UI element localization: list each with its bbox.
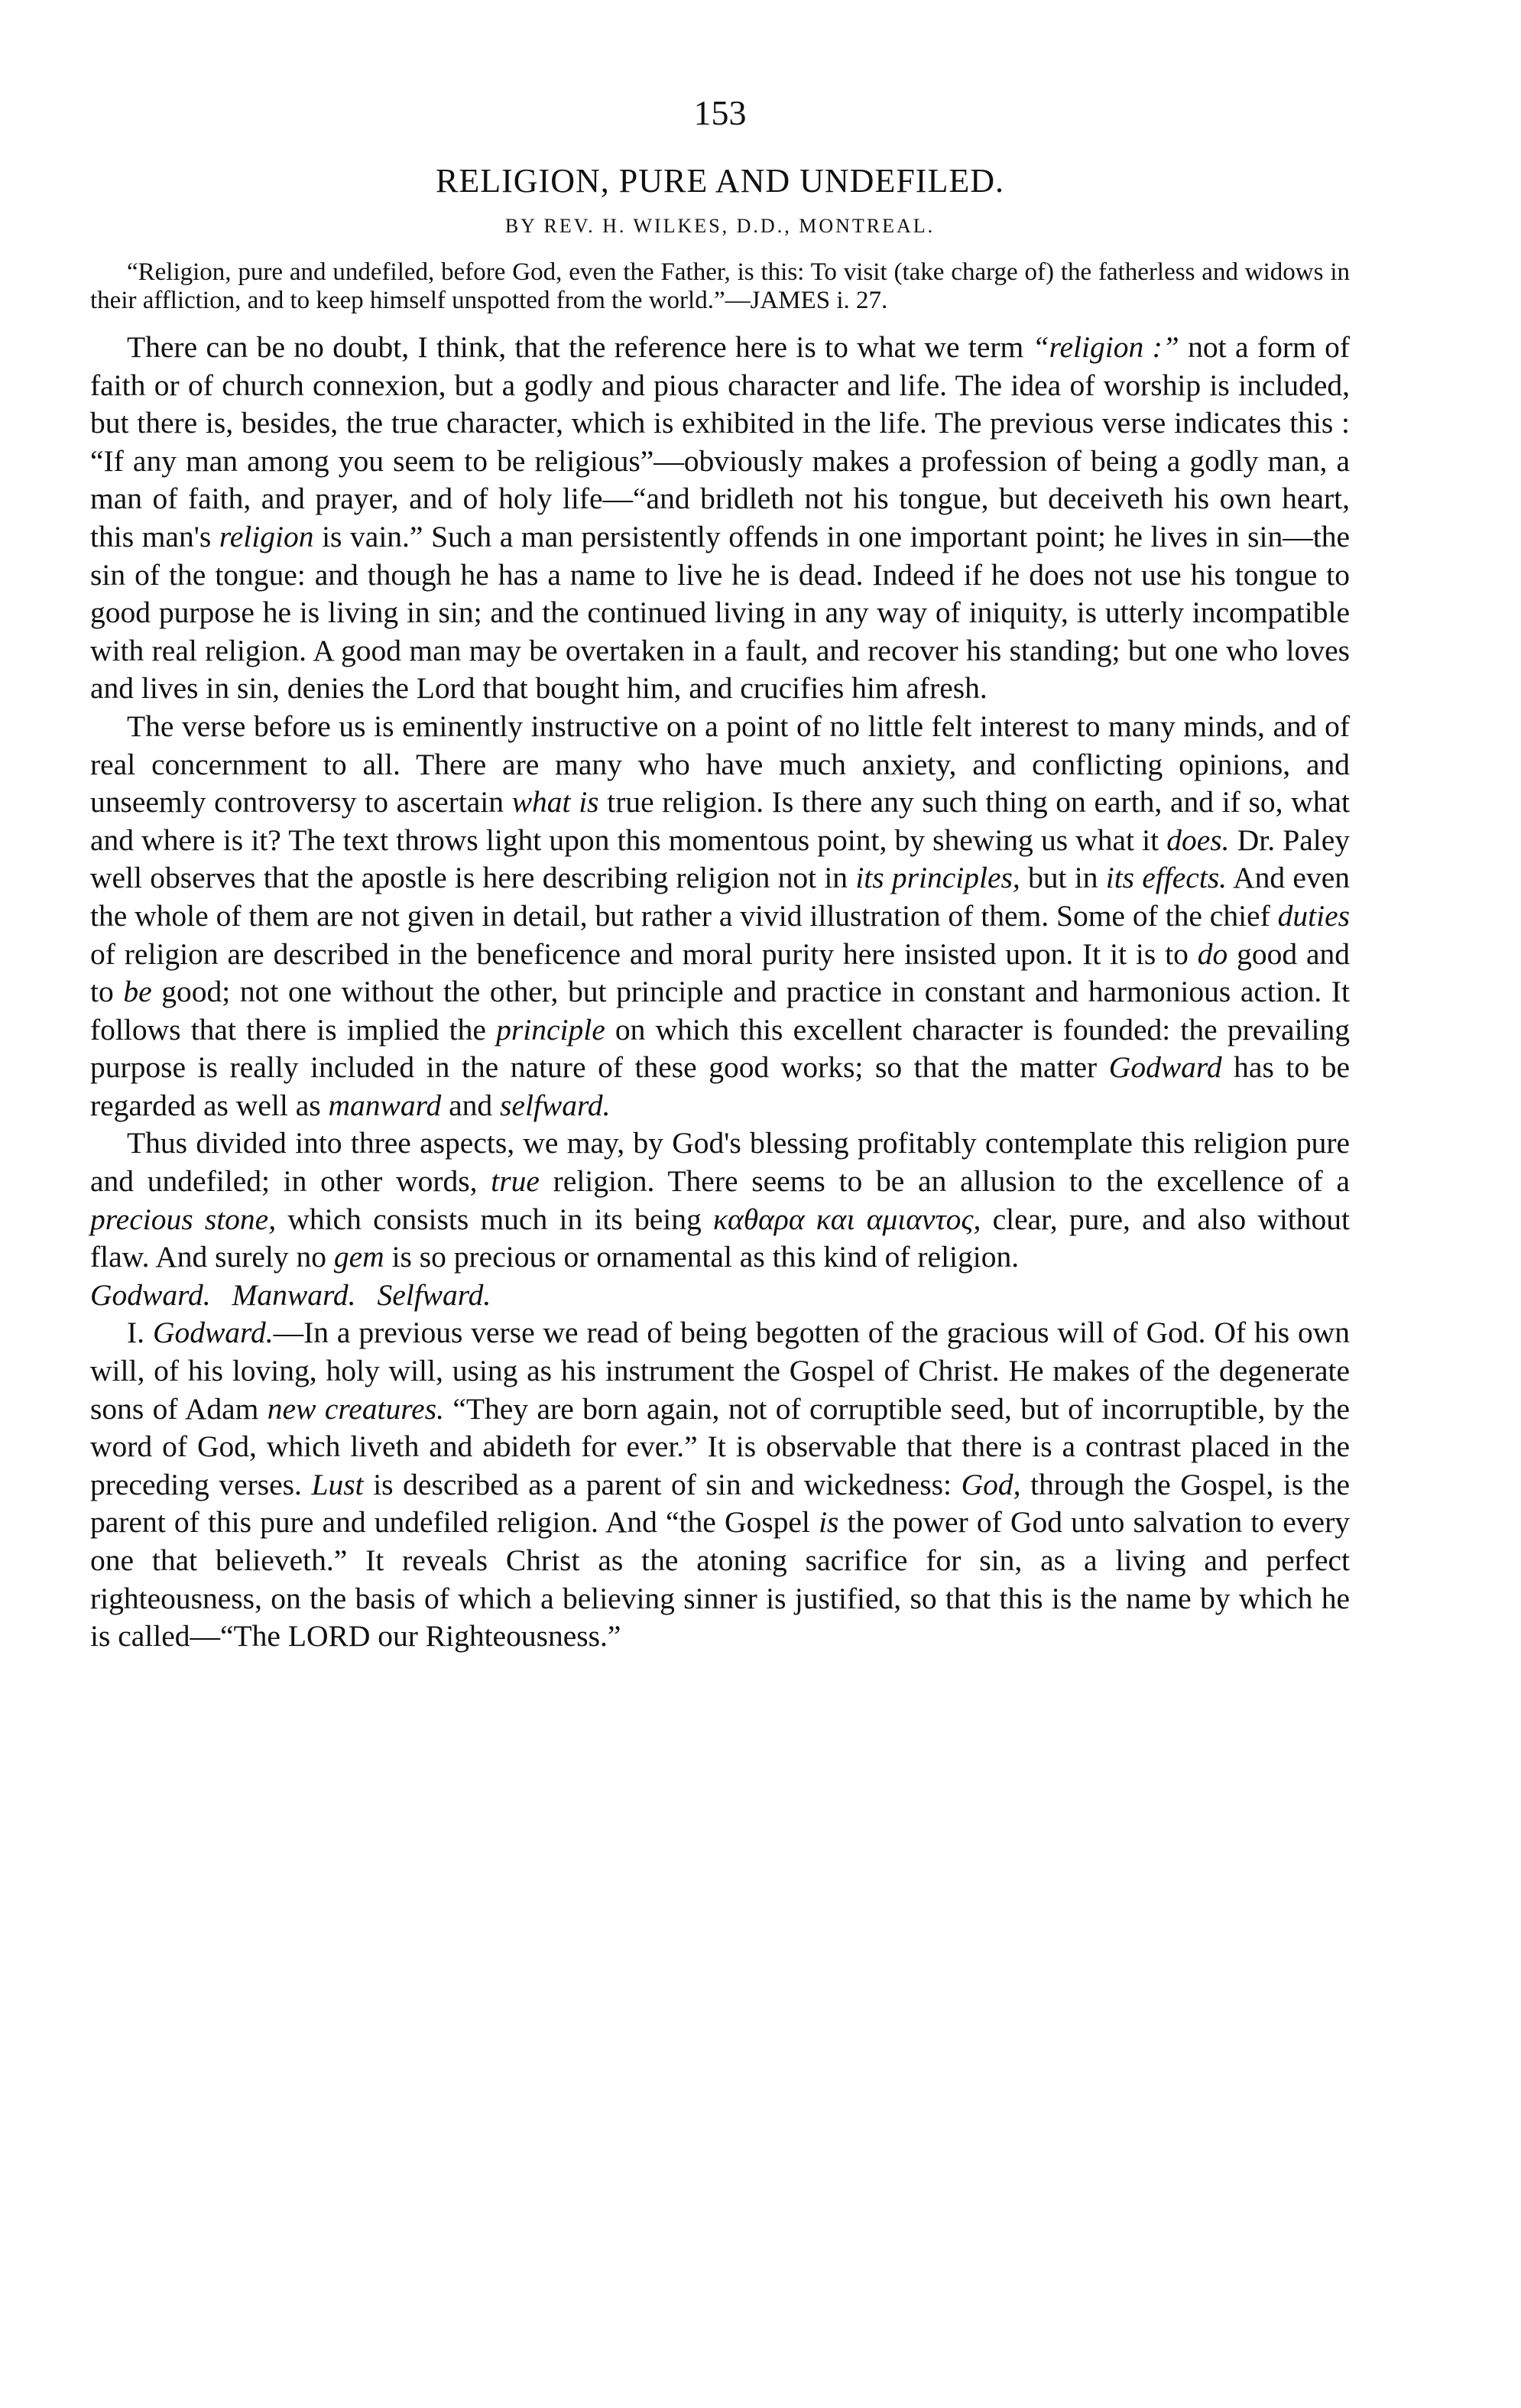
text-run: and [441, 1088, 501, 1122]
text-run: through the Gospel, is the parent of this pure and undefiled religion. And “the Gospel [90, 1467, 1350, 1540]
three-aspects-line [90, 1277, 1350, 1315]
text-run: The verse before us is eminently instructive on a point of no little felt interest to many minds, and of real concernment to all. There are many who have much anxiety, and conflicting opinions, and unseemly controversy to ascertain [90, 709, 1350, 819]
text-run: but in [1020, 861, 1106, 895]
italic-run: principle [496, 1012, 605, 1047]
page-number: 153 [693, 93, 747, 132]
paragraph-4 [90, 1314, 1350, 1655]
italic-run: Godward [1108, 1050, 1222, 1085]
text-run: —In a previous verse we read of being begotten of the gracious will of God. Of his own will, of his loving, holy will, using as his instrument the Gospel of Christ. He makes of the degenerate sons of Adam [90, 1316, 1350, 1426]
text-run: is vain.” Such a man persistently offends in one important point; he lives in sin—the sin of the tongue: and though he has a name to live he is dead. Indeed if he does not use his tongue to good purpose he is living in sin; and the continued living in any way of iniquity, is utterly incompatible with real religion. A good man may be overtaken in a fault, and recover his standing; but one who loves and lives in sin, denies the Lord that bought him, and crucifies him afresh. [90, 519, 1350, 706]
article-title: RELIGION, PURE AND UNDEFILED. [436, 162, 1004, 200]
aspect-selfward: Selfward. [377, 1277, 491, 1312]
section-heading-godward: Godward. [152, 1316, 274, 1350]
aspect-manward: Manward. [232, 1277, 356, 1312]
text-run: “They are born again, not of corruptible seed, but of incorruptible, by the word of God, which liveth and abideth for ever.” It is observable that there is a contrast placed in the preceding verses. [90, 1391, 1350, 1501]
document-page [90, 92, 1350, 1656]
italic-run: what is [511, 785, 599, 819]
italic-run: selfward. [500, 1088, 611, 1122]
italic-run: new creatures. [267, 1391, 444, 1426]
italic-run: God, [961, 1467, 1021, 1501]
greek-phrase: καθαρα και αμιαντος, [713, 1202, 981, 1236]
epigraph-quote: “Religion, pure and undefiled, before God, even the Father, is this: To visit (take charge of) the fatherless and widows in their affliction, and to keep himself unspotted from the world.”—JAMES i. 27. [90, 258, 1350, 314]
text-run: not a form of faith or of church connexion, but a godly and pious character and life. The idea of worship is included, but there is, besides, the true character, which is exhibited in the life. The previous verse indicates this : “If any man among you seem to be religious”—obviously makes a profession of being a godly man, a man of faith, and prayer, and of holy life—“and bridleth not his tongue, but deceiveth his own heart, this man's [90, 330, 1350, 553]
italic-run: duties [1277, 898, 1350, 933]
paragraph-2 [90, 708, 1350, 1125]
italic-run: true [491, 1164, 540, 1199]
author-byline: BY REV. H. WILKES, D.D., MONTREAL. [504, 215, 936, 237]
italic-run: does. [1166, 823, 1230, 857]
text-run: good and to [90, 936, 1350, 1009]
text-run: And even the whole of them are not given in detail, but rather a vivid illustration of them. Some of the chief [90, 861, 1350, 933]
italic-run: Lust [311, 1467, 364, 1501]
italic-run: gem [333, 1240, 384, 1274]
text-run: religion. There seems to be an allusion to the excellence of a [539, 1164, 1350, 1199]
aspect-godward: Godward. [90, 1277, 211, 1312]
italic-run: religion [219, 519, 314, 553]
paragraph-1 [90, 329, 1350, 708]
text-run: which consists much in its being [276, 1202, 714, 1236]
italic-run: precious stone, [90, 1202, 277, 1236]
text-run: There can be no doubt, I think, that the reference here is to what we term [127, 330, 1033, 364]
text-run: clear, pure, and also without flaw. And surely no [90, 1202, 1351, 1274]
text-run: good; not one without the other, but principle and practice in constant and harmonious action. It follows that there is implied the [90, 975, 1350, 1047]
text-run: Thus divided into three aspects, we may, by God's blessing profitably contemplate this religion pure and undefiled; in other words, [90, 1126, 1350, 1199]
italic-run: be [123, 975, 152, 1009]
italic-run: “religion :” [1032, 330, 1179, 364]
text-run: Dr. Paley well observes that the apostle is here describing religion not in [90, 823, 1350, 895]
italic-run: its principles, [855, 861, 1020, 895]
italic-run: manward [328, 1088, 442, 1122]
text-run: of religion are described in the beneficence and moral purity here insisted upon. It it is to [90, 936, 1198, 971]
italic-run: its effects. [1105, 861, 1228, 895]
text-run: is described as a parent of sin and wickedness: [363, 1467, 962, 1501]
italic-run: do [1197, 936, 1228, 971]
text-run: the power of God unto salvation to every one that believeth.” It reveals Christ as the atoning sacrifice for sin, as a living and perfect righteousness, on the basis of which a believing sinner is justified, so that this is the name by which he is called—“The LORD our Righteousness.” [90, 1505, 1350, 1653]
text-run: is so precious or ornamental as this kind of religion. [384, 1240, 1020, 1274]
text-run: true religion. Is there any such thing on earth, and if so, what and where is it? The text throws light upon this momentous point, by shewing us what it [90, 785, 1350, 857]
text-run: has to be regarded as well as [90, 1050, 1350, 1122]
paragraph-3 [90, 1124, 1350, 1276]
italic-run: is [819, 1505, 839, 1540]
text-run: on which this excellent character is founded: the prevailing purpose is really included in the nature of these good works; so that the matter [90, 1012, 1350, 1085]
text-run: I. [127, 1316, 153, 1350]
